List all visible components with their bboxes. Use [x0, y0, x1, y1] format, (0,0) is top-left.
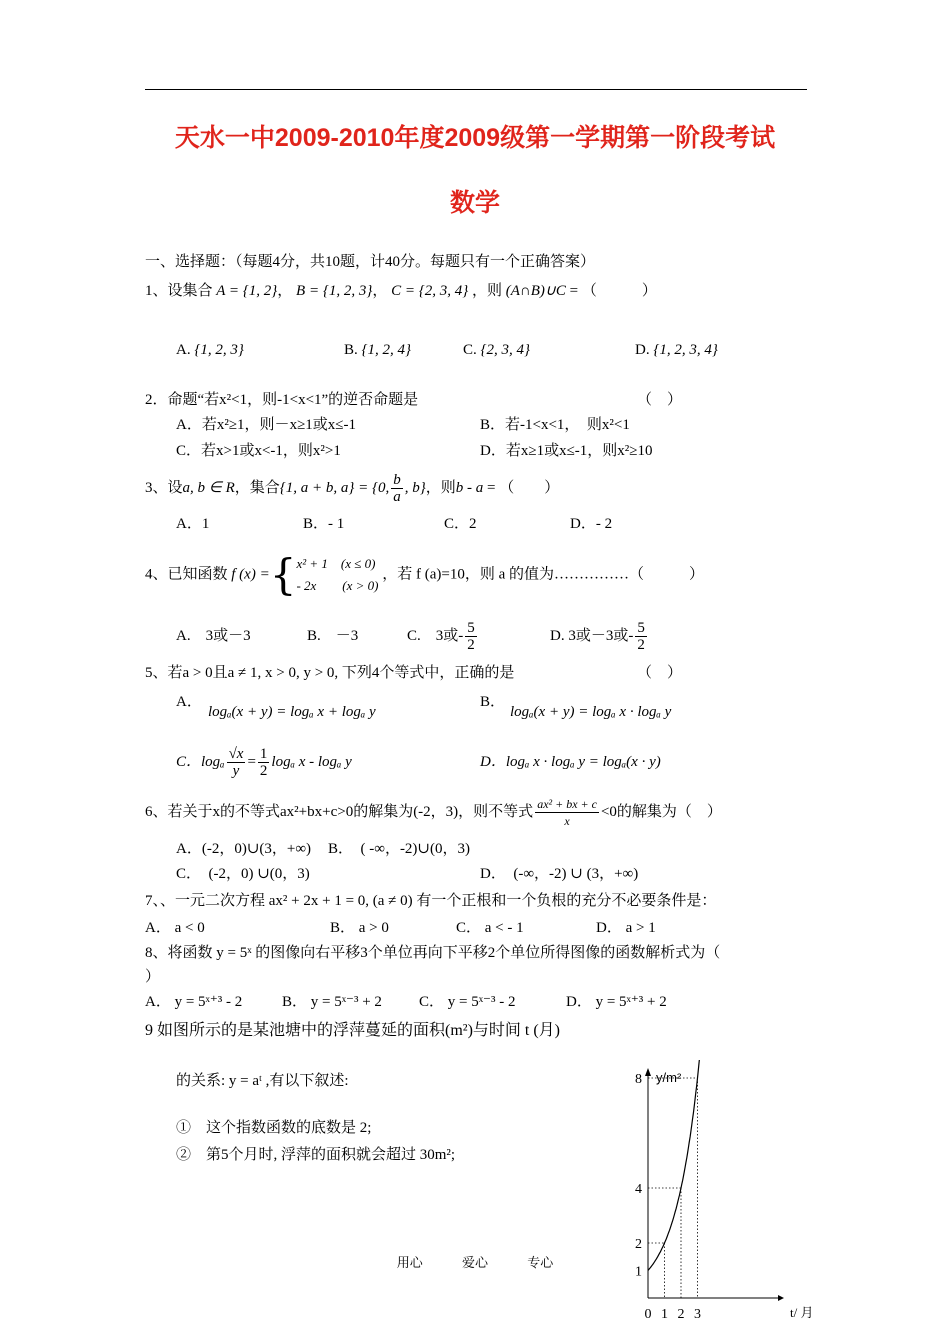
- question-7: 7、、一元二次方程 ax² + 2x + 1 = 0, (a ≠ 0) 有一个正根和一个负根的充分不必要条件是：: [145, 893, 717, 909]
- q1-option-a: A. {1, 2, 3}: [176, 342, 244, 358]
- q6-option-d: D． (-∞，-2) ∪ (3，+∞): [480, 866, 639, 882]
- section-heading: 一、选择题：（每题4分，共10题，计40分。每题只有一个正确答案）: [145, 254, 596, 270]
- q5-option-b-label: B．: [480, 694, 506, 710]
- q5-option-c: C．logₐ $\frac{√x}{y}$ = $\frac{1}{2}$ logₐ x - logₐ y: [176, 746, 352, 780]
- q4-option-d: D. 3或－3或- $\frac{5}{2}$: [550, 620, 645, 654]
- footer-word-3: 专心: [527, 1255, 554, 1270]
- y-tick-label: 8: [635, 1072, 642, 1087]
- q9-statement-2: ② 第5个月时, 浮萍的面积就会超过 30m²;: [176, 1147, 456, 1163]
- q1-option-b: B. {1, 2, 4}: [344, 342, 412, 358]
- footer-word-1: 用心: [396, 1255, 423, 1270]
- q4-option-a: A. 3或－3: [176, 628, 251, 644]
- exponential-growth-chart: [620, 1060, 825, 1330]
- q6-option-b: B． ( -∞，-2)∪(0，3): [328, 841, 470, 857]
- growth-curve: [648, 1060, 700, 1271]
- q7-option-d: D． a > 1: [596, 920, 656, 936]
- q5-option-d: D．logₐ x · logₐ y = logₐ(x · y): [480, 754, 661, 770]
- question-3: 3、设a, b ∈ R，集合{1, a + b, a} = {0, $\frac{b}{a}$ , b}，则b - a = （ ）: [145, 472, 560, 506]
- q6-option-a: A．(-2，0)∪(3，+∞): [176, 841, 312, 857]
- question-8-cont: ）: [145, 969, 161, 985]
- question-5: 5、若a > 0且a ≠ 1, x > 0, y > 0, 下列4个等式中，正确的是: [145, 665, 515, 681]
- x-axis-label: t/ 月: [790, 1305, 814, 1320]
- q7-option-b: B． a > 0: [330, 920, 389, 936]
- x-tick-label: 2: [677, 1307, 685, 1322]
- q6-option-c: C． (-2，0) ∪(0，3): [176, 866, 310, 882]
- q8-option-b: B． y = 5ˣ⁻³ + 2: [282, 994, 382, 1010]
- q9-relation: 的关系: y = aᵗ ,有以下叙述:: [176, 1073, 349, 1089]
- q8-option-a: A． y = 5ˣ⁺³ - 2: [145, 994, 243, 1010]
- subject-title: 数学: [449, 189, 500, 217]
- footer-word-2: 爱心: [461, 1255, 488, 1270]
- q7-option-a: A． a < 0: [145, 920, 205, 936]
- top-rule: [145, 89, 807, 90]
- q4-option-b: B. －3: [307, 628, 359, 644]
- x-axis-arrow: [778, 1295, 784, 1301]
- q5-option-b: logₐ(x + y) = logₐ x · logₐ y: [510, 704, 672, 720]
- q2-answer-paren: （ ）: [637, 392, 683, 408]
- q3-option-c: C．2: [444, 516, 477, 532]
- q5-answer-paren: （ ）: [637, 665, 683, 681]
- q2-option-b: B．若-1<x<1， 则x²<1: [480, 417, 630, 433]
- question-8: 8、将函数 y = 5ˣ 的图像向右平移3个单位再向下平移2个单位所得图像的函数解析式为（: [145, 945, 721, 961]
- x-tick-label: 0: [644, 1307, 652, 1322]
- page-title: 天水一中2009-2010年度2009级第一学期第一阶段考试: [174, 124, 776, 152]
- y-tick-label: 1: [635, 1264, 642, 1280]
- y-axis-label: y/m²: [656, 1070, 682, 1085]
- q1-option-c: C. {2, 3, 4}: [463, 342, 531, 358]
- q9-statement-1: ① 这个指数函数的底数是 2;: [176, 1120, 372, 1136]
- q1-option-d: D. {1, 2, 3, 4}: [635, 342, 718, 358]
- q3-option-d: D．- 2: [570, 516, 613, 532]
- q2-option-d: D．若x≥1或x≤-1，则x²≥10: [480, 443, 653, 459]
- q7-option-c: C． a < - 1: [456, 920, 524, 936]
- y-axis-arrow: [645, 1068, 651, 1076]
- question-9: 9 如图所示的是某池塘中的浮萍蔓延的面积(m²)与时间 t (月): [145, 1022, 561, 1039]
- y-tick-label: 4: [635, 1182, 642, 1197]
- q2-option-a: A．若x²≥1，则－x≥1或x≤-1: [176, 417, 357, 433]
- q5-option-a-label: A．: [176, 694, 202, 710]
- question-1: 1、设集合 A = {1, 2}， B = {1, 2, 3}， C = {2, 3, 4} ，则 (A∩B)∪C = （ ）: [145, 283, 657, 299]
- question-2: 2．命题“若x²<1，则-1<x<1”的逆否命题是: [145, 392, 419, 408]
- question-4: 4、已知函数 f (x) ={ x² + 1 (x ≤ 0) - 2x (x > 0) ，若 f (a)=10，则 a 的值为……………（ ）: [145, 550, 705, 599]
- x-tick-label: 3: [694, 1307, 701, 1322]
- y-tick-label: 2: [635, 1237, 642, 1252]
- q3-option-b: B．- 1: [303, 516, 345, 532]
- q4-option-c: C. 3或- $\frac{5}{2}$: [407, 620, 475, 654]
- x-tick-label: 1: [661, 1307, 668, 1322]
- question-6: 6、若关于x的不等式ax²+bx+c>0的解集为(-2，3)，则不等式 $\frac{\text{ax² + bx + c}}{x}$ <0的解集为（ ）: [145, 797, 722, 829]
- q8-option-d: D． y = 5ˣ⁺³ + 2: [566, 994, 667, 1010]
- q2-option-c: C．若x>1或x<-1，则x²>1: [176, 443, 341, 459]
- q3-option-a: A．1: [176, 516, 210, 532]
- q5-option-a: logₐ(x + y) = logₐ x + logₐ y: [208, 704, 376, 720]
- q8-option-c: C． y = 5ˣ⁻³ - 2: [419, 994, 516, 1010]
- page-footer: [0, 1252, 950, 1271]
